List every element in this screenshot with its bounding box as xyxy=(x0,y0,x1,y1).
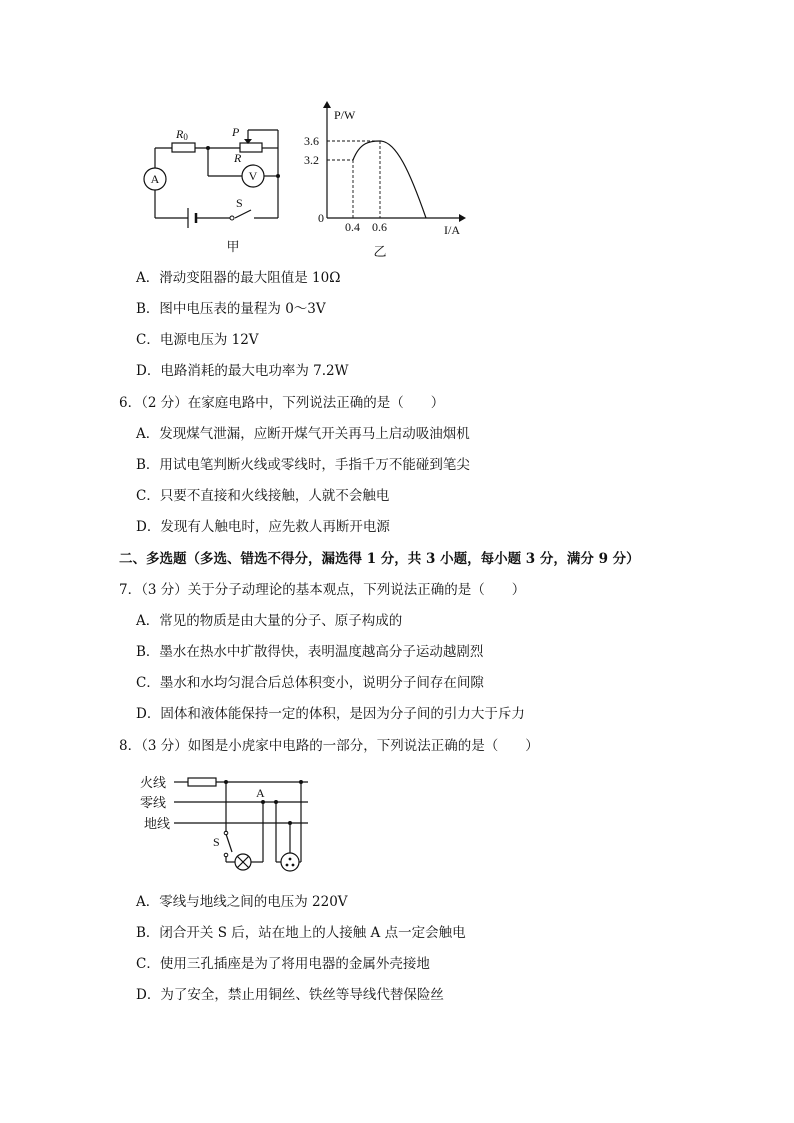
switch-s-label: S xyxy=(236,196,243,210)
resistor-r0-label: R0 xyxy=(176,127,188,142)
q8-option-b: B．闭合开关 S 后，站在地上的人接触 A 点一定会触电 xyxy=(136,925,466,941)
rheostat-r-label: R xyxy=(234,151,242,165)
section-2-title: 二、多选题（多选、错选不得分，漏选得 1 分，共 3 小题，每小题 3 分，满分 9 分） xyxy=(119,551,640,567)
origin-label: 0 xyxy=(318,211,324,225)
slider-p-label: P xyxy=(232,125,240,139)
q5-option-b: B．图中电压表的量程为 0～3V xyxy=(136,301,326,317)
switch-s-label: S xyxy=(213,835,220,849)
q7-stem: 7．（3 分）关于分子动理论的基本观点，下列说法正确的是（ ） xyxy=(119,582,526,598)
q5-option-d: D．电路消耗的最大电功率为 7.2W xyxy=(136,363,349,379)
q7-option-a: A．常见的物质是由大量的分子、原子构成的 xyxy=(136,613,403,629)
x-axis-label: I/A xyxy=(444,223,460,237)
voltmeter-label: V xyxy=(248,169,258,183)
q8-option-d: D．为了安全，禁止用铜丝、铁丝等导线代替保险丝 xyxy=(136,987,444,1003)
q6-option-c: C．只要不直接和火线接触，人就不会触电 xyxy=(136,488,390,504)
q6-option-a: A．发现煤气泄漏，应断开煤气开关再马上启动吸油烟机 xyxy=(136,426,470,442)
y-axis-label: P/W xyxy=(334,108,356,122)
q6-option-d: D．发现有人触电时，应先救人再断开电源 xyxy=(136,519,390,535)
q7-option-d: D．固体和液体能保持一定的体积，是因为分子间的引力大于斥力 xyxy=(136,706,525,722)
q8-option-c: C．使用三孔插座是为了将用电器的金属外壳接地 xyxy=(136,956,430,972)
x-tick-0-4: 0.4 xyxy=(345,220,360,234)
point-a-label: A xyxy=(256,786,265,800)
x-tick-0-6: 0.6 xyxy=(372,220,387,234)
y-tick-3-6: 3.6 xyxy=(304,134,319,148)
q8-option-a: A．零线与地线之间的电压为 220V xyxy=(136,894,348,910)
ammeter-label: A xyxy=(150,172,160,186)
q5-option-c: C．电源电压为 12V xyxy=(136,332,259,348)
ground-wire-label: 地线 xyxy=(144,817,171,832)
figure-caption-jia: 甲 xyxy=(226,240,240,255)
q5-option-a: A．滑动变阻器的最大阻值是 10Ω xyxy=(136,270,341,286)
q7-option-b: B．墨水在热水中扩散得快，表明温度越高分子运动越剧烈 xyxy=(136,644,484,660)
power-current-graph-yi xyxy=(298,100,473,260)
q7-option-c: C．墨水和水均匀混合后总体积变小，说明分子间存在间隙 xyxy=(136,675,484,691)
q6-stem: 6．（2 分）在家庭电路中，下列说法正确的是（ ） xyxy=(119,395,445,411)
q6-option-b: B．用试电笔判断火线或零线时，手指千万不能碰到笔尖 xyxy=(136,457,470,473)
household-circuit-diagram xyxy=(138,770,318,880)
y-tick-3-2: 3.2 xyxy=(304,153,319,167)
live-wire-label: 火线 xyxy=(140,776,167,791)
q8-stem: 8．（3 分）如图是小虎家中电路的一部分，下列说法正确的是（ ） xyxy=(119,738,539,754)
figure-caption-yi: 乙 xyxy=(373,245,387,260)
neutral-wire-label: 零线 xyxy=(140,796,167,811)
circuit-diagram-jia xyxy=(130,118,300,258)
